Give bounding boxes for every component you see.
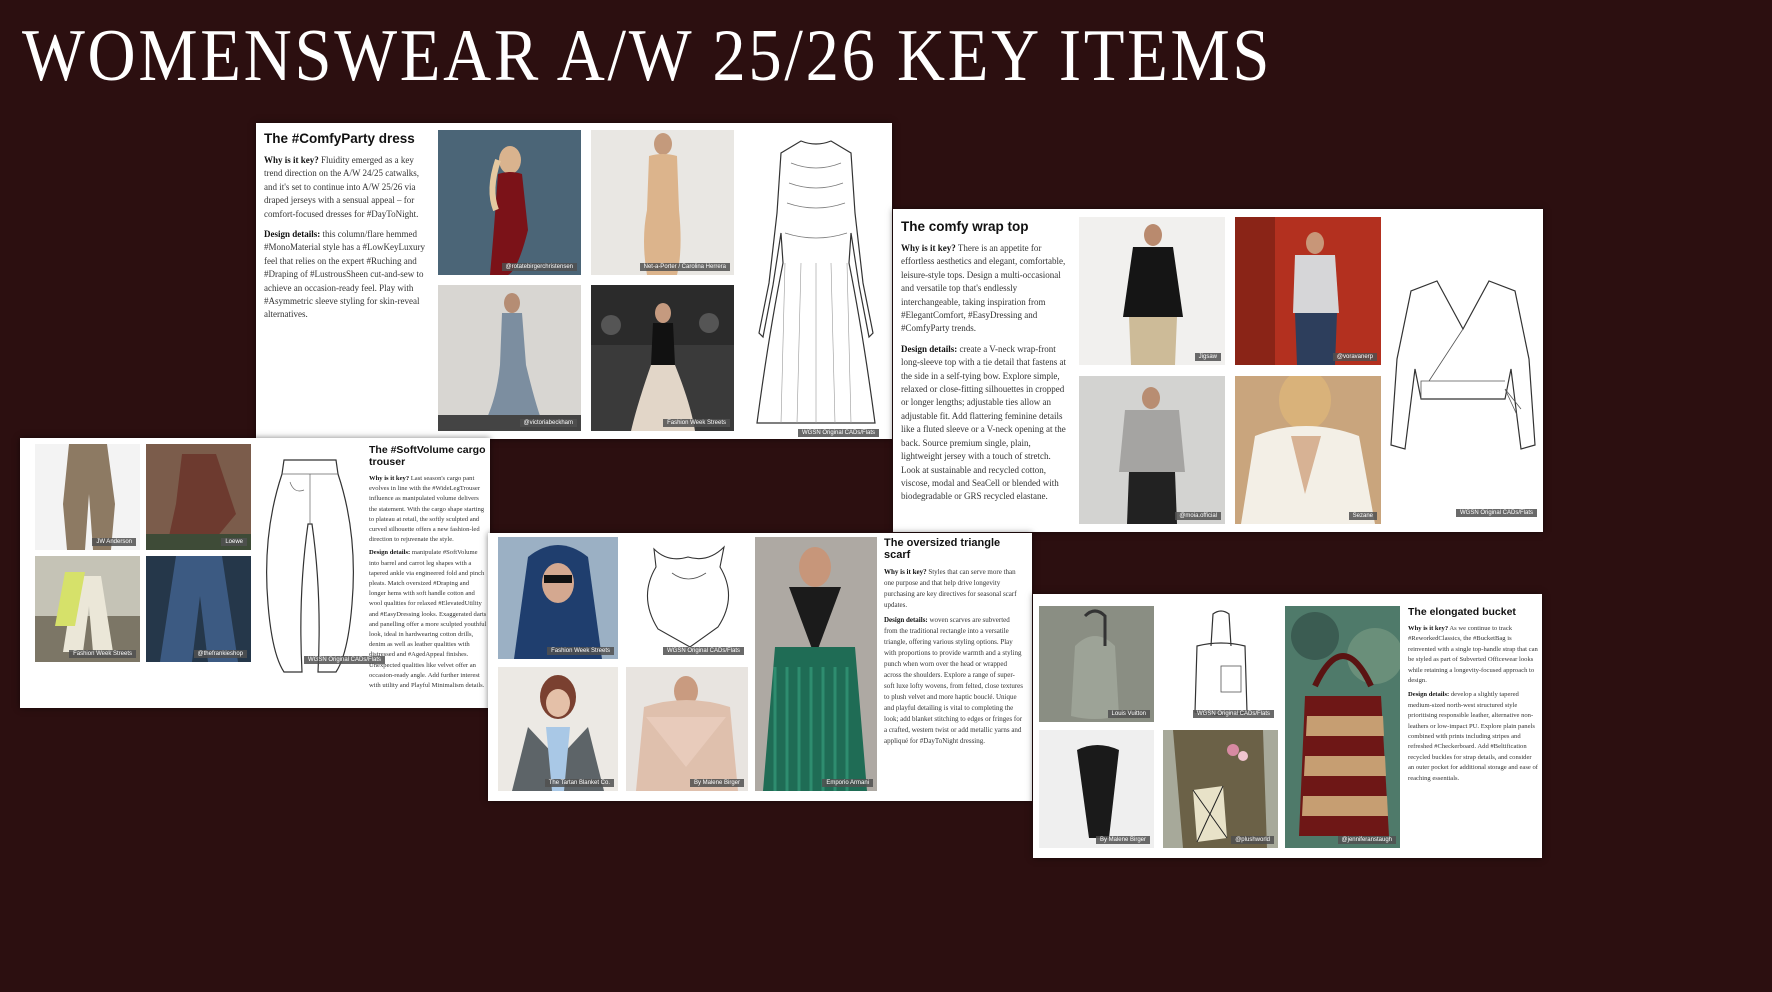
trouser-design-label: Design details: — [369, 549, 411, 557]
bucket-why-label: Why is it key? — [1408, 625, 1449, 632]
trouser-photo-street — [35, 556, 140, 662]
scarf-caption-2: WGSN Original CADs/Flats — [663, 647, 744, 655]
trouser-caption-4: @thefrankieshop — [194, 650, 247, 658]
dress-caption-2: Net-a-Porter / Carolina Herrera — [640, 263, 730, 271]
trouser-card — [20, 438, 490, 708]
trouser-why-text: Last season's cargo pant evolves in line with the #WideLegTrouser influence as manipulated volume delivers the statement. With the cargo shape starting to plateau at retail, the softly sculpted and curved silhouette offers a new fashion-led direction to rejuvenate the style. — [369, 475, 485, 544]
scarf-design-text: woven scarves are subverted from the traditional rectangle into a versatile triangle, offering various styling options. Play with proportions to provide warmth and a styling punch when worn over the head or wrapped across the shoulders. Explore a range of super-soft luxe lofty wovens, from felted, close textures to plush velvet and more haptic bouclé. Unique and playful detailing is vital to completing the look; add blanket stitching to edges or fringes for a crafted, western twist or add metallic yarns and appliqué for #DayToNight dressing. — [884, 616, 1023, 745]
wrap-why-text: There is an appetite for effortless aesthetics and elegant, comfortable, leisure-style tops. Design a multi-occasional and versatile top that's endlessly interchangeable, taking inspiration from #ElegantComfort, #EasyDressing and #ComfyParty trends. — [901, 243, 1066, 334]
bucket-photo-black — [1039, 730, 1154, 848]
bucket-caption-2: WGSN Original CADs/Flats — [1193, 710, 1274, 718]
dress-caption-4: Fashion Week Streets — [663, 419, 730, 427]
scarf-caption-3: The Tartan Blanket Co. — [545, 779, 614, 787]
dress-photo-nude — [591, 130, 734, 275]
wrap-photo-black — [1079, 217, 1225, 365]
trouser-text — [369, 444, 487, 698]
scarf-photo-beige — [626, 667, 748, 791]
bucket-text — [1408, 606, 1538, 791]
dress-photo-street — [591, 285, 734, 431]
bucket-photo-checker — [1163, 730, 1278, 848]
bucket-caption-1: Louis Vuitton — [1108, 710, 1150, 718]
wrap-caption-3: @moia.official — [1175, 512, 1221, 520]
dress-text — [264, 131, 426, 329]
wrap-why-label: Why is it key? — [901, 243, 956, 253]
dress-design-label: Design details: — [264, 229, 321, 240]
dress-photo-red — [438, 130, 581, 275]
wrap-caption-4: Sezane — [1349, 512, 1377, 520]
scarf-photo-grey — [498, 667, 618, 791]
scarf-why-text: Styles that can serve more than one purpose and that help drive longevity purchasing are key directives for seasonal scarf updates. — [884, 568, 1017, 609]
wrap-photo-cream — [1235, 376, 1381, 524]
wrap-heading: The comfy wrap top — [901, 219, 1029, 234]
scarf-why-label: Why is it key? — [884, 568, 927, 576]
dress-caption-3: @victoriabeckham — [520, 419, 577, 427]
trouser-flat-sketch — [260, 454, 360, 680]
dress-why-text: Fluidity emerged as a key trend direction on the A/W 24/25 catwalks, and it's set to continue into A/W 25/26 via draped jerseys with a sensual appeal – for comfort-focused dresses for #DayToNight. — [264, 155, 420, 219]
scarf-caption-5: Emporio Armani — [822, 779, 873, 787]
wrap-card — [893, 209, 1543, 532]
trouser-photo-khaki — [35, 444, 140, 550]
wrap-photo-grey — [1079, 376, 1225, 524]
bucket-heading: The elongated bucket — [1408, 606, 1516, 618]
scarf-heading: The oversized triangle scarf — [884, 537, 1001, 561]
dress-caption-1: @rotatebirgerchristensen — [502, 263, 577, 271]
wrap-design-text: create a V-neck wrap-front long-sleeve top with a tie detail that fastens at the side in a self-tying bow. Explore simple, relaxed or close-fitting silhouettes in cropped or longer lengths; adjustable ties allow an adjustable fit. Add flattering feminine details like a fluted sleeve or a V-neck opening at the back. Source premium single, plain, lightweight jersey with a touch of stretch. Look at sustainable and recycled cotton, viscose, modal and SeaCell or blended with biodegradable or GRS recycled elastane. — [901, 343, 1066, 502]
dress-photo-blue — [438, 285, 581, 431]
bucket-caption-4: @plushworld — [1231, 836, 1274, 844]
bucket-card — [1033, 594, 1542, 858]
trouser-photo-denim — [146, 556, 251, 662]
scarf-text — [884, 537, 1024, 754]
bucket-photo-stripe — [1285, 606, 1400, 848]
wrap-text — [901, 219, 1071, 511]
scarf-photo-blue — [498, 537, 618, 659]
dress-flat-sketch — [751, 133, 881, 436]
scarf-flat-sketch — [628, 537, 748, 659]
bucket-photo-grey — [1039, 606, 1154, 722]
wrap-design-label: Design details: — [901, 343, 958, 354]
wrap-caption-1: Jigsaw — [1195, 353, 1221, 361]
bucket-design-text: develop a slightly tapered medium-sized north-west structured style prioritising responsible leather, alternative non-leathers or low-impact PU. Explore plain panels combined with prints including stripes and refreshed #Checkerboard. Add #Beltification recycled buckles for strap details, and consider an outer pocket for additional storage and ease of reaching essentials. — [1408, 691, 1538, 782]
trouser-caption-3: Fashion Week Streets — [69, 650, 136, 658]
trouser-photo-runway — [146, 444, 251, 550]
trouser-why-label: Why is it key? — [369, 475, 410, 482]
wrap-flat-sketch — [1389, 269, 1537, 516]
wrap-photo-red — [1235, 217, 1381, 365]
scarf-photo-fringe — [755, 537, 877, 791]
trouser-design-text: manipulate #SoftVolume into barrel and carrot leg shapes with a tapered ankle via engineered fold and pinch pleats. Match oversized #Draping and longer hems with soft handle cotton and wool qualities for relaxed #ElevatedUtility and #EasyDressing looks. Exaggerated darts and panelling offer a more sculpted youthful look, ideal in hardwearing cotton drills, denim as well as leather qualities with distressed and #AgedAppeal finishes. Unexpected qualities like velvet offer an occasion-ready angle. Add further interest with utility and Playful Minimalism details. — [369, 549, 487, 690]
scarf-caption-4: By Malene Birger — [690, 779, 744, 787]
scarf-design-label: Design details: — [884, 616, 928, 624]
bucket-flat-sketch — [1163, 606, 1278, 722]
trouser-caption-1: JW Anderson — [92, 538, 136, 546]
page-title: WOMENSWEAR A/W 25/26 KEY ITEMS — [22, 15, 1273, 97]
dress-why-label: Why is it key? — [264, 155, 319, 165]
dress-caption-5: WGSN Original CADs/Flats — [798, 429, 879, 437]
bucket-caption-3: By Malene Birger — [1096, 836, 1150, 844]
wrap-caption-2: @voravanerp — [1333, 353, 1377, 361]
trouser-heading: The #SoftVolume cargo trouser — [369, 444, 486, 468]
trouser-caption-2: Loewe — [221, 538, 247, 546]
scarf-card — [488, 533, 1032, 801]
bucket-caption-5: @jenniferanstaugh — [1338, 836, 1396, 844]
wrap-caption-5: WGSN Original CADs/Flats — [1456, 509, 1537, 517]
dress-heading: The #ComfyParty dress — [264, 131, 415, 146]
scarf-caption-1: Fashion Week Streets — [547, 647, 614, 655]
dress-card — [256, 123, 892, 439]
trouser-caption-5: WGSN Original CADs/Flats — [304, 656, 385, 664]
dress-design-text: this column/flare hemmed #MonoMaterial style has a #LowKeyLuxury feel that relies on the expert #Ruching and #Draping of #LustrousSheen cut-and-sew to achieve an occasion-ready feel. Play with #Asymmetric sleeve styling for skin-reveal alternatives. — [264, 229, 425, 320]
bucket-why-text: As we continue to track #ReworkedClassics, the #BucketBag is reinvented with a single top-handle strap that can be styled as part of Subverted Officewear looks while retaining a longevity-focused approach to design. — [1408, 625, 1538, 685]
bucket-design-label: Design details: — [1408, 691, 1450, 699]
